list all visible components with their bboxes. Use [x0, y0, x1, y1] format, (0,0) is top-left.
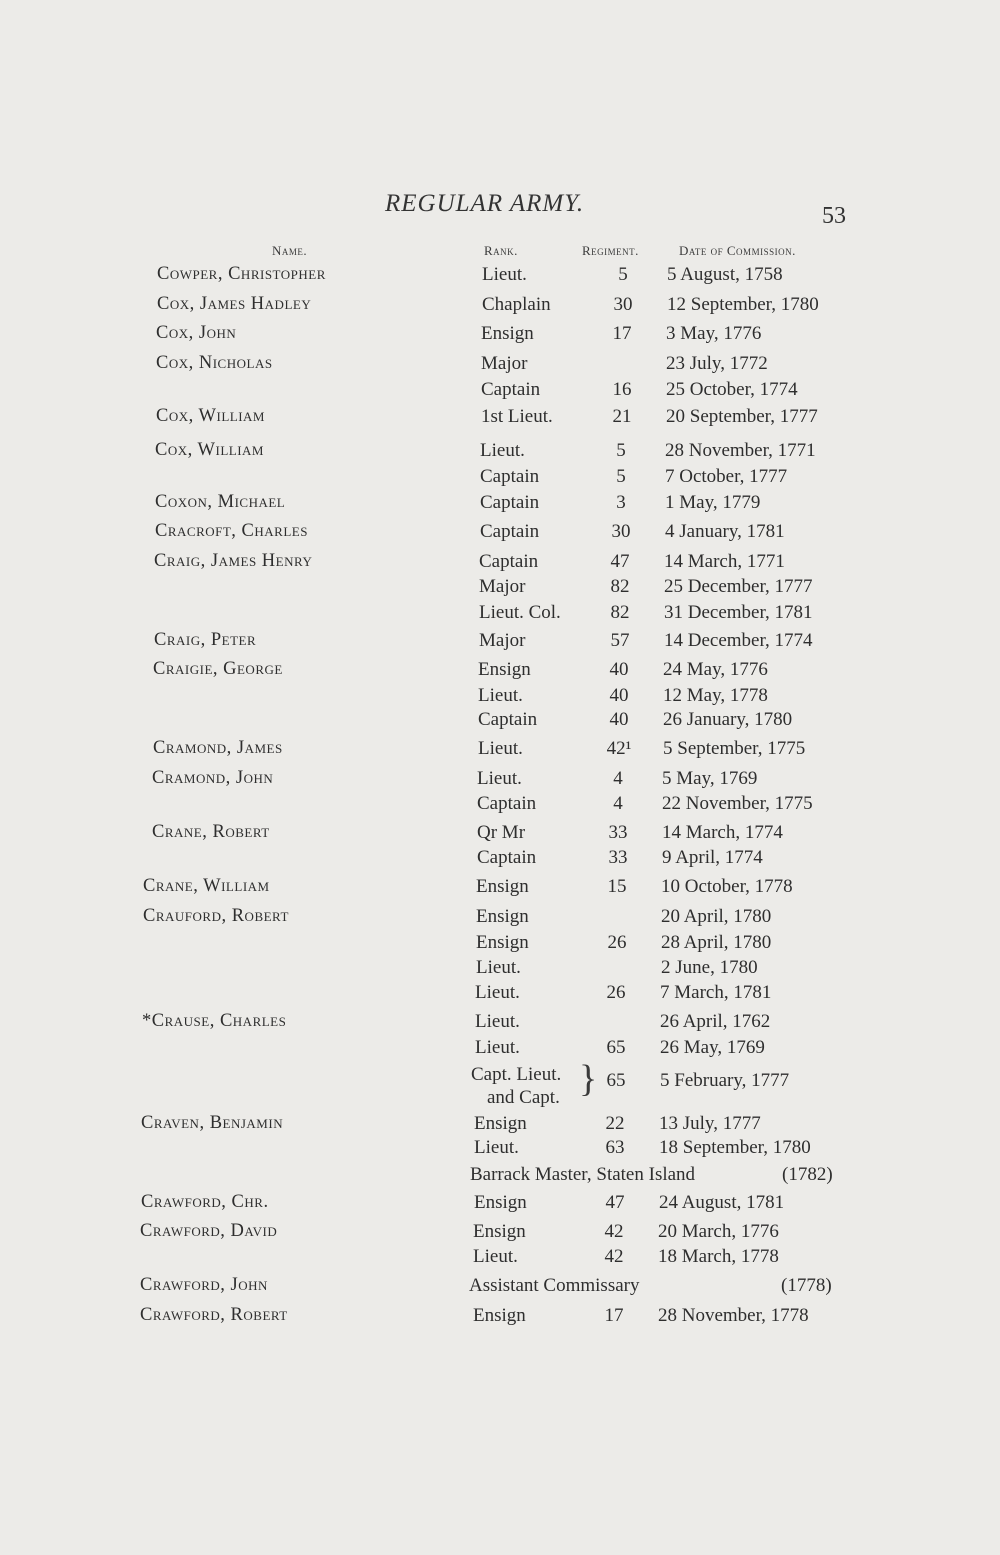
commission-date: 24 August, 1781 [659, 1192, 785, 1213]
table-row [0, 353, 1000, 379]
regiment-number: 42 [604, 1246, 624, 1267]
commission-date: 28 April, 1780 [661, 932, 772, 953]
officer-name: Crawford, John [140, 1275, 268, 1295]
column-header-regiment: Regiment. [582, 243, 639, 258]
commission-date: 12 May, 1778 [663, 685, 768, 706]
appointment-note: Assistant Commissary [469, 1275, 640, 1296]
table-row [0, 1011, 1000, 1037]
regiment-number: 30 [611, 521, 631, 542]
commission-date: 5 February, 1777 [660, 1070, 790, 1091]
regiment-number: 42¹ [606, 738, 632, 759]
rank: Lieut. [476, 957, 521, 978]
officer-name: Cox, James Hadley [157, 294, 312, 314]
table-row [0, 576, 1000, 602]
rank: Major [479, 630, 526, 651]
column-header-rank: Rank. [484, 243, 518, 258]
table-row [0, 982, 1000, 1008]
officer-name: Coxon, Michael [155, 492, 286, 512]
rank: Lieut. [475, 1037, 520, 1058]
regiment-number: 5 [618, 264, 628, 285]
rank: Lieut. [478, 738, 523, 759]
rank: Major [479, 576, 526, 597]
commission-date: 31 December, 1781 [664, 602, 813, 623]
commission-date: (1778) [781, 1275, 832, 1296]
rank: Lieut. [482, 264, 527, 285]
commission-date: 13 July, 1777 [659, 1113, 761, 1134]
commission-date: (1782) [782, 1164, 833, 1185]
rank: Captain [480, 521, 540, 542]
officer-name: Cowper, Christopher [157, 264, 326, 284]
officer-name: Crawford, David [140, 1221, 278, 1241]
officer-name: Crane, William [143, 876, 270, 896]
commission-date: 12 September, 1780 [667, 294, 819, 315]
officer-name: Craven, Benjamin [141, 1113, 284, 1133]
officer-name: Crauford, Robert [143, 906, 289, 926]
table-row [0, 1037, 1000, 1063]
commission-date: 14 March, 1774 [662, 822, 783, 843]
table-row [0, 847, 1000, 873]
regiment-number: 47 [605, 1192, 625, 1213]
rank: Captain [481, 379, 541, 400]
table-row [0, 551, 1000, 577]
regiment-number: 17 [604, 1305, 624, 1326]
rank: Ensign [473, 1305, 526, 1326]
table-row [0, 709, 1000, 735]
regiment-number: 4 [613, 793, 623, 814]
regiment-number: 17 [612, 323, 632, 344]
commission-date: 9 April, 1774 [662, 847, 763, 868]
rank: Captain [479, 551, 539, 572]
rank: Lieut. [473, 1246, 518, 1267]
table-row [0, 906, 1000, 932]
rank: Ensign [474, 1113, 527, 1134]
officer-name: Cracroft, Charles [155, 521, 308, 541]
officer-name: Cox, John [156, 323, 237, 343]
table-row [0, 1305, 1000, 1331]
officer-name: Cramond, John [152, 768, 274, 788]
commission-date: 18 March, 1778 [658, 1246, 779, 1267]
commission-date: 25 October, 1774 [666, 379, 798, 400]
regiment-number: 26 [607, 932, 627, 953]
commission-date: 5 September, 1775 [663, 738, 806, 759]
table-row [0, 876, 1000, 902]
table-row [0, 379, 1000, 405]
regiment-number: 40 [609, 709, 629, 730]
rank-line-2: and Capt. [487, 1087, 560, 1108]
rank: Captain [478, 709, 538, 730]
running-head: REGULAR ARMY. [385, 190, 585, 217]
brace-glyph: } [579, 1058, 598, 1100]
officer-name: Cramond, James [153, 738, 283, 758]
officer-name: Crawford, Robert [140, 1305, 288, 1325]
table-row [0, 685, 1000, 711]
commission-date: 25 December, 1777 [664, 576, 813, 597]
commission-date: 1 May, 1779 [665, 492, 761, 513]
rank: Captain [477, 847, 537, 868]
rank: Ensign [474, 1192, 527, 1213]
commission-date: 4 January, 1781 [665, 521, 785, 542]
regiment-number: 30 [613, 294, 633, 315]
table-row [0, 492, 1000, 518]
officer-name: Crane, Robert [152, 822, 270, 842]
officer-name: Crawford, Chr. [141, 1192, 269, 1212]
table-row [0, 440, 1000, 466]
table-row [0, 793, 1000, 819]
rank: 1st Lieut. [481, 406, 553, 427]
table-row [0, 406, 1000, 432]
regiment-number: 33 [608, 847, 628, 868]
table-row [0, 1058, 1000, 1108]
table-row [0, 1246, 1000, 1272]
regiment-number: 65 [606, 1070, 626, 1091]
commission-date: 26 April, 1762 [660, 1011, 771, 1032]
regiment-number: 63 [605, 1137, 625, 1158]
appointment-note: Barrack Master, Staten Island [470, 1164, 696, 1185]
regiment-number: 5 [616, 466, 626, 487]
rank-line-1: Capt. Lieut. [471, 1064, 562, 1085]
commission-date: 14 March, 1771 [664, 551, 785, 572]
table-row [0, 1192, 1000, 1218]
commission-date: 7 March, 1781 [660, 982, 772, 1003]
table-row [0, 602, 1000, 628]
table-row [0, 1275, 1000, 1301]
rank: Captain [480, 492, 540, 513]
table-row [0, 957, 1000, 983]
commission-date: 20 April, 1780 [661, 906, 772, 927]
officer-name: Craigie, George [153, 659, 283, 679]
table-row [0, 1164, 1000, 1190]
table-row [0, 630, 1000, 656]
officer-name: *Crause, Charles [142, 1011, 287, 1031]
rank: Lieut. [477, 768, 522, 789]
commission-date: 18 September, 1780 [659, 1137, 811, 1158]
rank: Lieut. [475, 982, 520, 1003]
commission-date: 14 December, 1774 [664, 630, 813, 651]
column-header-name: Name. [272, 243, 308, 258]
regiment-number: 26 [606, 982, 626, 1003]
commission-date: 2 June, 1780 [661, 957, 758, 978]
regiment-number: 40 [609, 659, 629, 680]
rank: Ensign [481, 323, 534, 344]
rank: Ensign [478, 659, 531, 680]
rank: Ensign [476, 906, 529, 927]
table-row [0, 822, 1000, 848]
table-row [0, 1221, 1000, 1247]
table-row [0, 738, 1000, 764]
commission-date: 26 May, 1769 [660, 1037, 765, 1058]
rank: Lieut. [480, 440, 525, 461]
regiment-number: 82 [610, 602, 630, 623]
regiment-number: 4 [613, 768, 623, 789]
table-row [0, 1113, 1000, 1139]
regiment-number: 16 [612, 379, 632, 400]
regiment-number: 22 [605, 1113, 625, 1134]
table-row [0, 932, 1000, 958]
regiment-number: 42 [604, 1221, 624, 1242]
rank: Ensign [476, 876, 529, 897]
rank: Ensign [476, 932, 529, 953]
page-number: 53 [822, 203, 846, 229]
regiment-number: 82 [610, 576, 630, 597]
commission-date: 22 November, 1775 [662, 793, 813, 814]
rank: Ensign [473, 1221, 526, 1242]
table-row [0, 323, 1000, 349]
commission-date: 28 November, 1778 [658, 1305, 809, 1326]
commission-date: 24 May, 1776 [663, 659, 768, 680]
officer-name: Craig, James Henry [154, 551, 313, 571]
commission-date: 10 October, 1778 [661, 876, 793, 897]
officer-name: Cox, William [155, 440, 264, 460]
regiment-number: 3 [616, 492, 626, 513]
rank: Lieut. [475, 1011, 520, 1032]
rank: Lieut. Col. [479, 602, 561, 623]
officer-name: Cox, William [156, 406, 265, 426]
commission-date: 20 September, 1777 [666, 406, 818, 427]
commission-date: 26 January, 1780 [663, 709, 793, 730]
commission-date: 5 August, 1758 [667, 264, 783, 285]
rank: Chaplain [482, 294, 551, 315]
table-row [0, 768, 1000, 794]
commission-date: 28 November, 1771 [665, 440, 816, 461]
rank: Lieut. [478, 685, 523, 706]
rank: Captain [480, 466, 540, 487]
regiment-number: 47 [610, 551, 630, 572]
regiment-number: 5 [616, 440, 626, 461]
rank: Captain [477, 793, 537, 814]
officer-name: Craig, Peter [154, 630, 257, 650]
commission-date: 5 May, 1769 [662, 768, 758, 789]
commission-date: 23 July, 1772 [666, 353, 768, 374]
table-row [0, 466, 1000, 492]
rank: Qr Mr [477, 822, 526, 843]
commission-date: 20 March, 1776 [658, 1221, 779, 1242]
rank: Lieut. [474, 1137, 519, 1158]
table-row [0, 264, 1000, 290]
regiment-number: 40 [609, 685, 629, 706]
regiment-number: 21 [612, 406, 632, 427]
column-header-date: Date of Commission. [679, 243, 796, 258]
regiment-number: 65 [606, 1037, 626, 1058]
commission-date: 7 October, 1777 [665, 466, 788, 487]
rank: Major [481, 353, 528, 374]
regiment-number: 15 [607, 876, 627, 897]
table-row [0, 659, 1000, 685]
table-row [0, 521, 1000, 547]
table-row [0, 1137, 1000, 1163]
regiment-number: 57 [610, 630, 630, 651]
table-row [0, 294, 1000, 320]
regiment-number: 33 [608, 822, 628, 843]
officer-name: Cox, Nicholas [156, 353, 273, 373]
commission-date: 3 May, 1776 [666, 323, 762, 344]
